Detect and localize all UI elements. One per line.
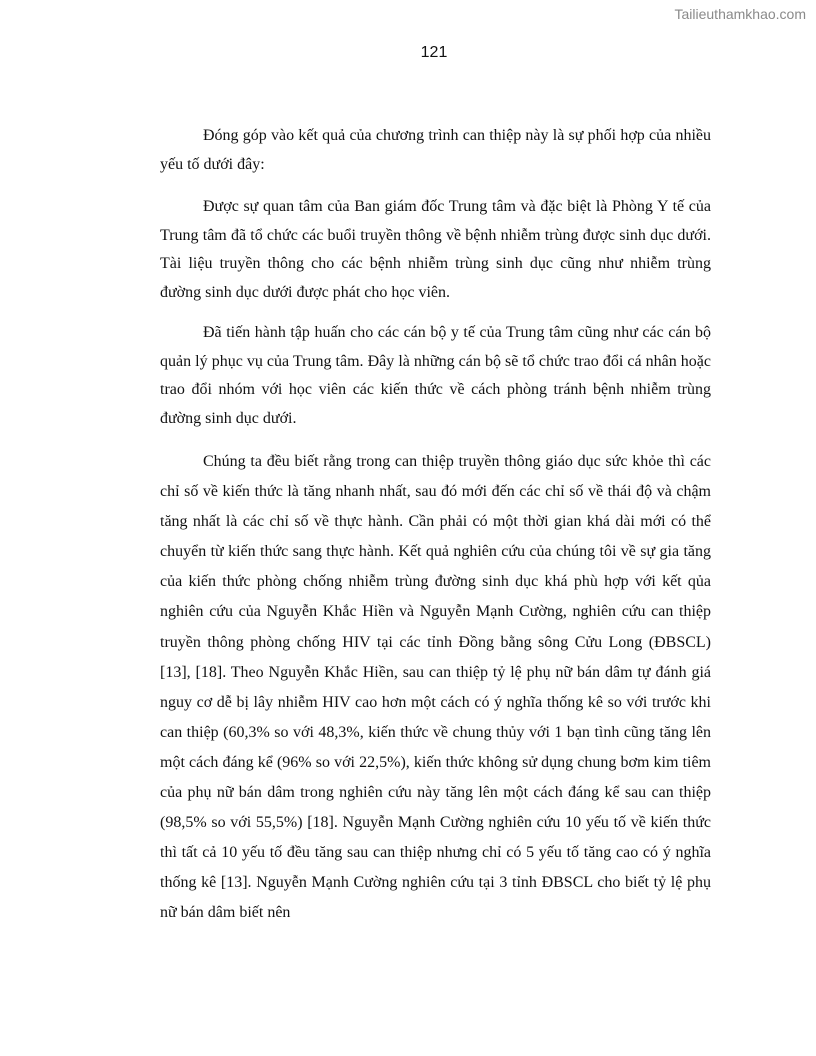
document-body [160, 122, 711, 929]
paragraph-center-support: Được sự quan tâm của Ban giám đốc Trung tâm và đặc biệt là Phòng Y tế của Trung tâm đã tổ chức các buổi truyền thông về bệnh nhiễm trùng được sinh dục dưới. Tài liệu truyền thông cho các bệnh nhiễm trùng sinh dục cũng như nhiễm trùng đường sinh dục dưới được phát cho học viên. [160, 198, 711, 301]
paragraph-discussion: Chúng ta đều biết rằng trong can thiệp truyền thông giáo dục sức khỏe thì các chỉ số về kiến thức là tăng nhanh nhất, sau đó mới đến các chỉ số về thái độ và chậm tăng nhất là các chỉ số về thực hành. Cần phải có một thời gian khá dài mới có thể chuyển từ kiến thức sang thực hành. Kết quả nghiên cứu của chúng tôi về sự gia tăng của kiến thức phòng chống nhiễm trùng đường sinh dục khá phù hợp với kết qủa nghiên cứu của Nguyễn Khắc Hiền và Nguyễn Mạnh Cường, nghiên cứu can thiệp truyền thông phòng chống HIV tại các tỉnh Đồng bằng sông Cửu Long (ĐBSCL) [13], [18]. Theo Nguyễn Khắc Hiền, sau can thiệp tỷ lệ phụ nữ bán dâm tự đánh giá nguy cơ dễ bị lây nhiễm HIV cao hơn một cách có ý nghĩa thống kê so với trước khi can thiệp (60,3% so với 48,3%, kiến thức về chung thủy với 1 bạn tình cũng tăng lên một cách đáng kể (96% so với 22,5%), kiến thức không sử dụng chung bơm kim tiêm của phụ nữ bán dâm trong nghiên cứu này tăng lên một cách đáng kể sau can thiệp (98,5% so với 55,5%) [18]. Nguyễn Mạnh Cường nghiên cứu 10 yếu tố về kiến thức thì tất cả 10 yếu tố đều tăng sau can thiệp nhưng chỉ có 5 yếu tố tăng cao có ý nghĩa thống kê [13]. Nguyễn Mạnh Cường nghiên cứu tại 3 tỉnh ĐBSCL cho biết tỷ lệ phụ nữ bán dâm biết nên [160, 453, 711, 922]
page-number: 121 [420, 44, 448, 61]
watermark: Tailieuthamkhao.com [674, 6, 806, 22]
paragraph-staff-training: Đã tiến hành tập huấn cho các cán bộ y tế của Trung tâm cũng như các cán bộ quản lý phục vụ của Trung tâm. Đây là những cán bộ sẽ tổ chức trao đổi cá nhân hoặc trao đổi nhóm với học viên các kiến thức về cách phòng tránh bệnh nhiễm trùng đường sinh dục dưới. [160, 324, 711, 427]
paragraph-contributing-factors: Đóng góp vào kết quả của chương trình can thiệp này là sự phối hợp của nhiều yếu tố dưới đây: [160, 127, 711, 173]
